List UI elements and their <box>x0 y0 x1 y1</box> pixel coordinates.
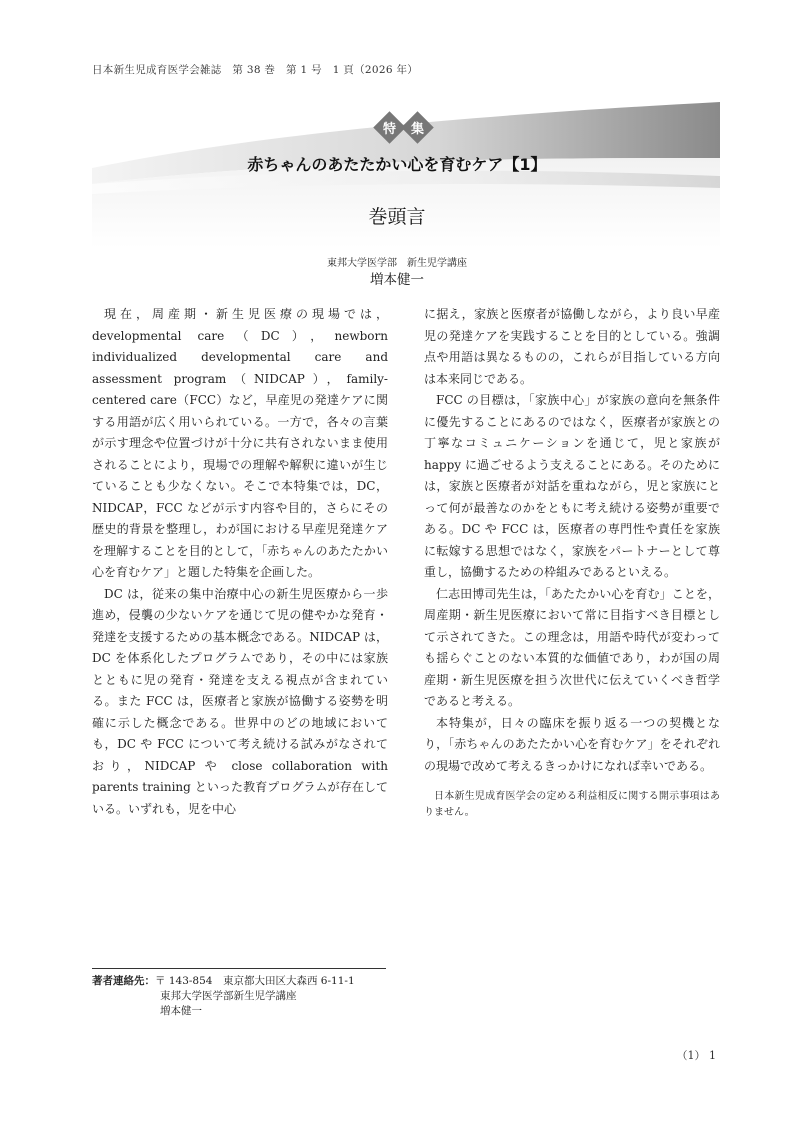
page-number: （1） 1 <box>676 1049 716 1062</box>
paragraph: 仁志田博司先生は，「あたたかい心を育む」ことを，周産期・新生児医療において常に目指すべき目標として示されてきた。この理念は，用語や時代が変わっても揺らぐことのない本質的な価値であり，わが国の周産期・新生児医療を担う次世代に伝えていくべき哲学であると考える。 <box>424 586 720 708</box>
correspondence-department: 東邦大学医学部新生児学講座 <box>160 990 297 1002</box>
body-column-left <box>92 304 388 820</box>
paragraph-continued: に据え，家族と医療者が協働しながら，より良い早産児の発達ケアを実践することを目的としている。強調点や用語は異なるものの，これらが目指している方向は本来同じである。 <box>424 307 720 386</box>
author-name: 増本健一 <box>370 272 424 288</box>
correspondence-block <box>92 974 355 1019</box>
paragraph: DC は，従来の集中治療中心の新生児医療から一歩進め，侵襲の少ないケアを通じて児の健やかな発育・発達を支援するための基本概念である。NIDCAP は，DC を体系化したプログラムであり，その中には家族とともに児の発育・発達を支える視点が含まれている。また FCC は，医療者と家族が協働する姿勢を明確に示した概念である。世界中のどの地域においても，DC や FCC について考え続ける試みがなされており，NIDCAP や close collaboration with parents training といった教育プログラムが存在している。いずれも，児を中心 <box>92 586 388 816</box>
correspondence-name: 増本健一 <box>160 1005 202 1017</box>
correspondence-label: 著者連絡先： <box>92 975 155 987</box>
coi-disclosure: 日本新生児成育医学会の定める利益相反に関する開示事項はありません。 <box>424 791 720 818</box>
paragraph: 現在，周産期・新生児医療の現場では，developmental care（DC），newborn individualized developmental care and assessment program（NIDCAP），family-centered care（FCC）など，早産児の発達ケアに関する用語が広く用いられている。一方で，各々の言葉が示す理念や位置づけが十分に共有されないまま使用されることにより，現場での理解や解釈に違いが生じていることも少なくない。そこで本特集では，DC，NIDCAP，FCC などが示す内容や目的，さらにその歴史的背景を整理し，わが国における早産児発達ケアを理解することを目的として，「赤ちゃんのあたたかい心を育むケア」と題した特集を企画した。 <box>92 307 388 579</box>
badge-char-1: 特 <box>382 122 396 137</box>
correspondence-divider <box>92 968 386 969</box>
article-title: 巻頭言 <box>368 206 426 228</box>
author-affiliation: 東邦大学医学部 新生児学講座 <box>327 258 467 269</box>
paragraph: 本特集が，日々の臨床を振り返る一つの契機となり，「赤ちゃんのあたたかい心を育むケア」をそれぞれの現場で改めて考えるきっかけになれば幸いである。 <box>424 715 720 773</box>
tokushu-badge-2 <box>401 111 434 144</box>
paragraph: FCC の目標は，「家族中心」が家族の意向を無条件に優先することにあるのではなく，医療者が家族との丁寧なコミュニケーションを通じて，児と家族が happy に過ごせるよう支えることにある。そのためには，家族と医療者が対話を重ねながら，児と家族にとって何が最善なのかをともに考え続ける姿勢が重要である。DC や FCC は，医療者の専門性や責任を家族に転嫁する思想ではなく，家族をパートナーとして尊重し，協働するための枠組みであるといえる。 <box>424 393 720 579</box>
running-head: 日本新生児成育医学会雑誌 第 38 巻 第 1 号 1 頁（2026 年） <box>92 64 419 76</box>
series-title: 赤ちゃんのあたたかい心を育むケア【1】 <box>247 155 547 174</box>
body-column-right <box>424 304 720 821</box>
badge-char-2: 集 <box>410 122 424 137</box>
correspondence-address: 〒 143-854 東京都大田区大森西 6-11-1 <box>155 975 355 987</box>
